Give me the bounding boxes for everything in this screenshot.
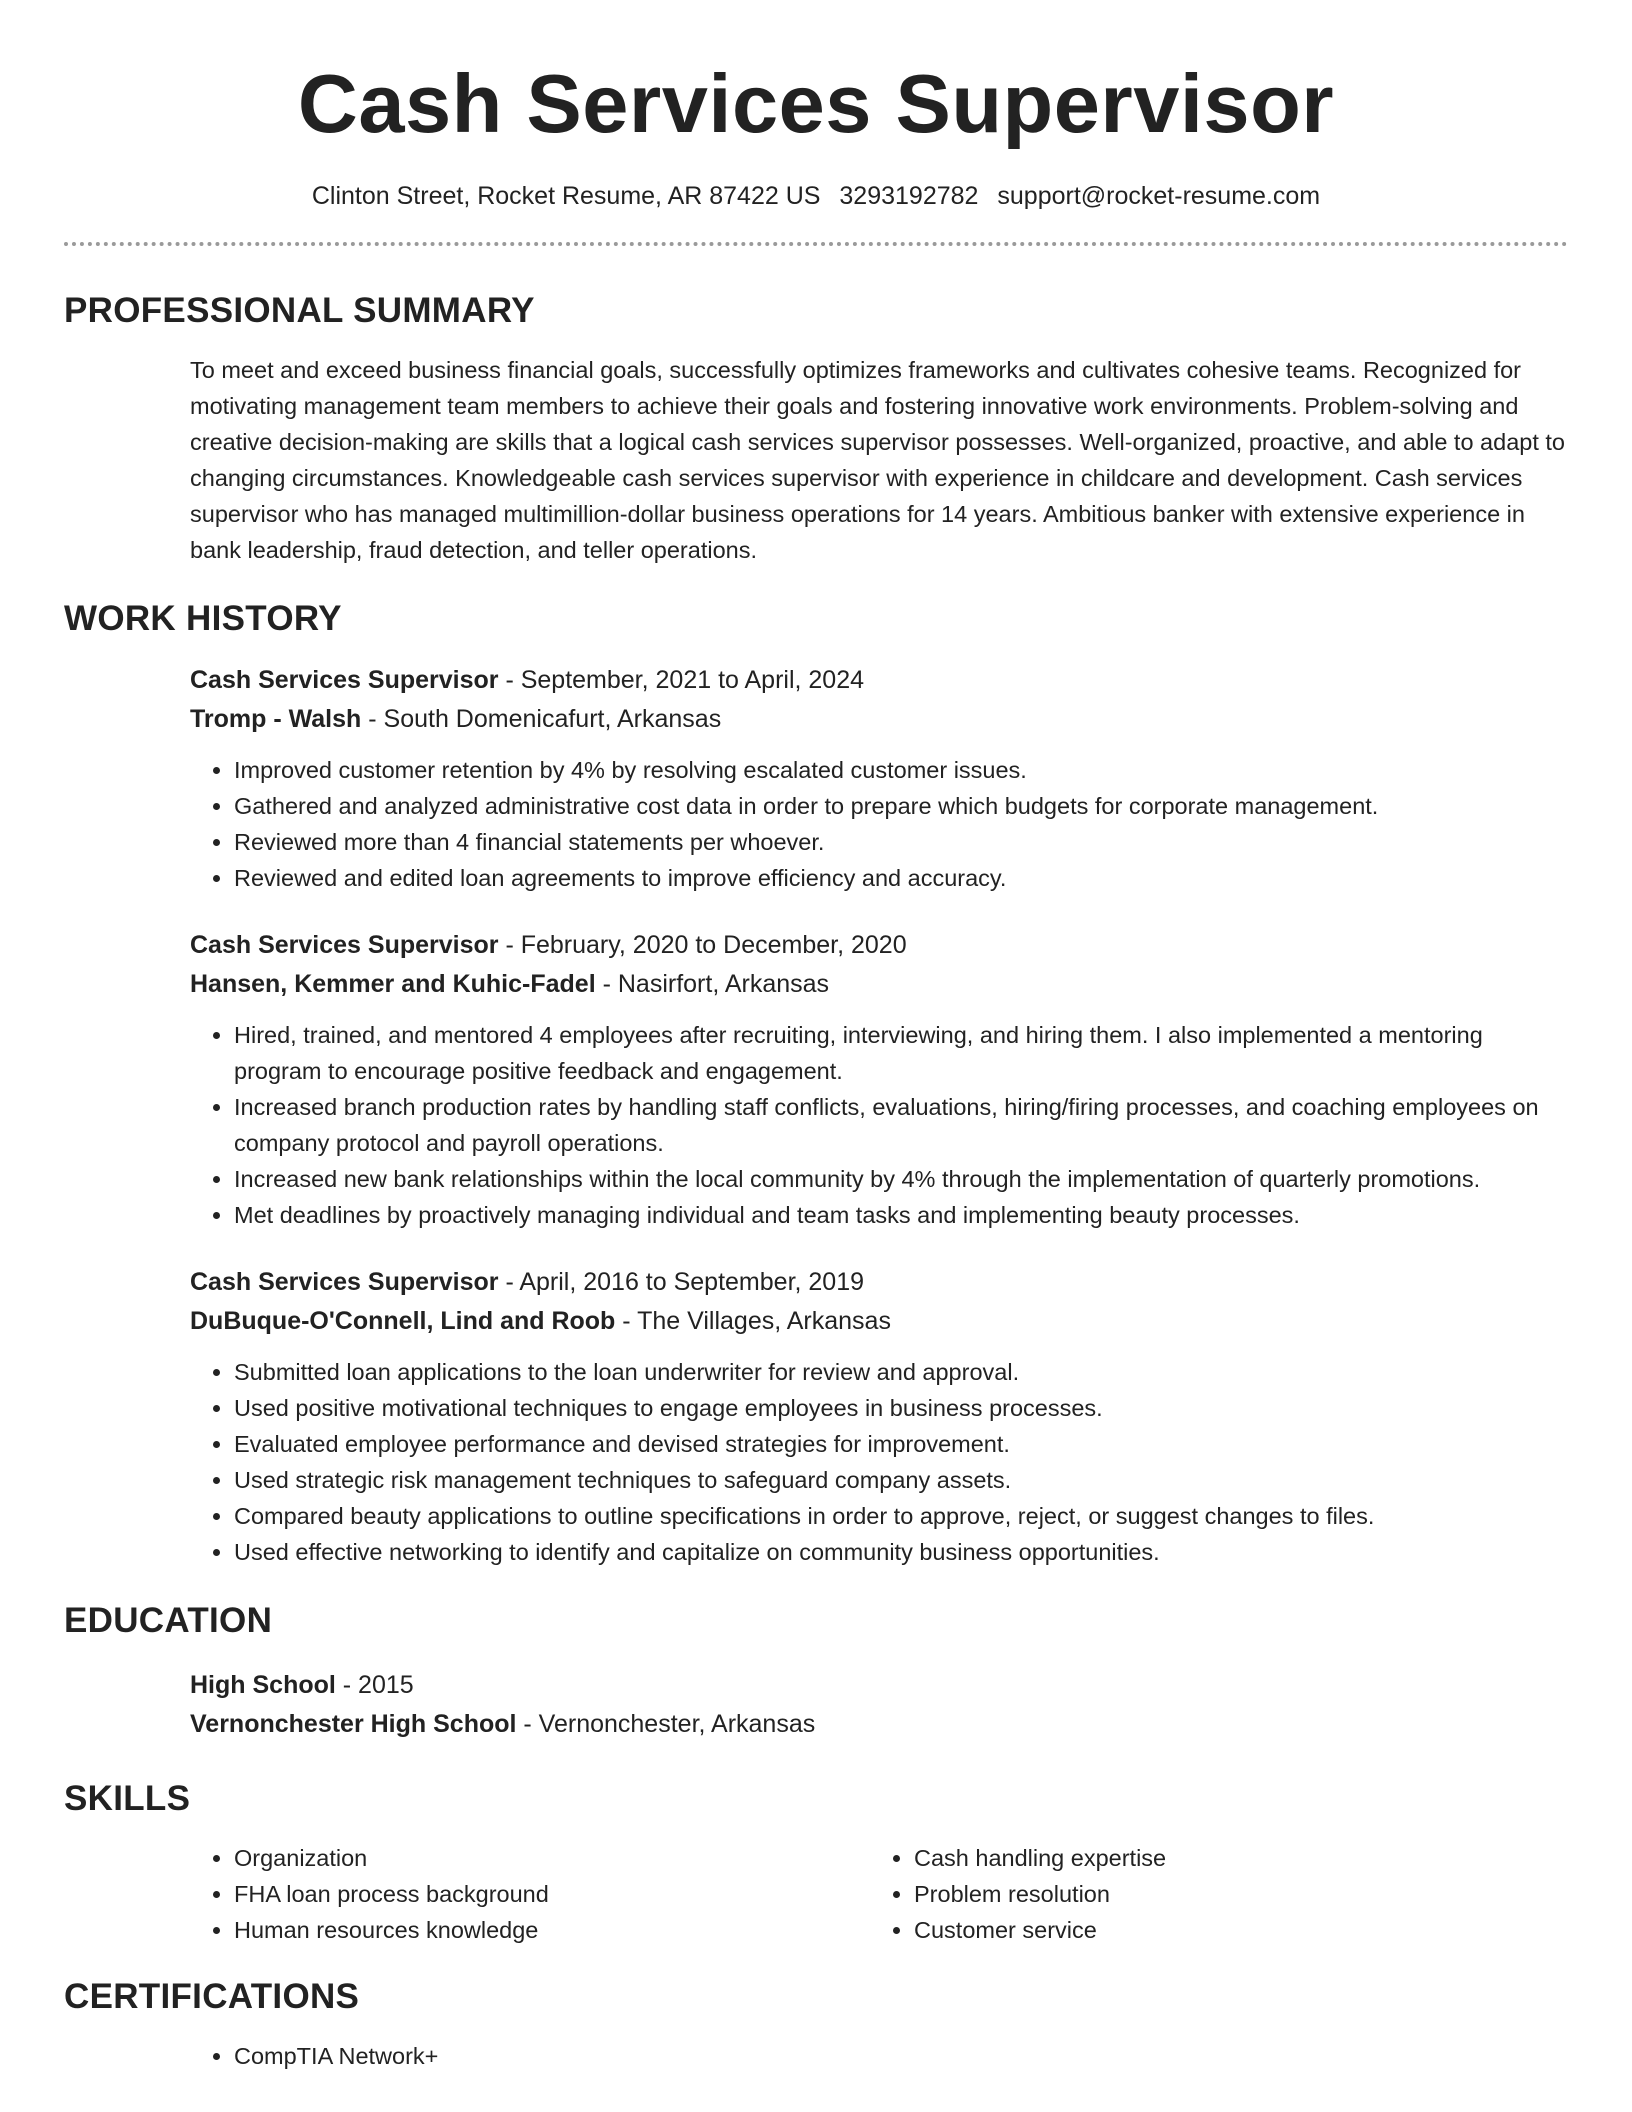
skills-title: SKILLS [64,1779,191,1818]
job-dates: September, 2021 to April, 2024 [520,666,865,694]
job-bullet: • Compared beauty applications to outline specifications in order to approve, reject, or suggest changes to files. [234,1498,1568,1534]
job-bullets [190,752,1568,896]
job-bullet: • Gathered and analyzed administrative cost data in order to prepare which budgets for corporate management. [234,788,1568,824]
education-school: Vernonchester High School [190,1710,517,1738]
skill-item: • Human resources knowledge [234,1912,870,1948]
job-bullet: • Increased branch production rates by handling staff conflicts, evaluations, hiring/firing processes, and coaching employees on company protocol and payroll operations. [234,1089,1568,1161]
job-company: Tromp - Walsh [190,705,362,733]
job-bullets [190,1354,1568,1570]
skill-item: • Customer service [914,1912,1550,1948]
certifications-title: CERTIFICATIONS [64,1977,360,2016]
job-company: DuBuque-O'Connell, Lind and Roob [190,1307,616,1335]
certifications-section [64,1976,1568,2074]
education-location: Vernonchester, Arkansas [538,1710,816,1738]
skill-item: • Organization [234,1840,870,1876]
job-role: Cash Services Supervisor [190,931,499,959]
job-role: Cash Services Supervisor [190,1268,499,1296]
education-year: 2015 [358,1671,414,1699]
job-role-line: Cash Services Supervisor - September, 2021 to April, 2024 [190,666,865,694]
skill-item: • Cash handling expertise [914,1840,1550,1876]
job-role-line: Cash Services Supervisor - April, 2016 to September, 2019 [190,1268,865,1296]
job-bullet: • Met deadlines by proactively managing individual and team tasks and implementing beauty processes. [234,1197,1568,1233]
job-location: Nasirfort, Arkansas [617,970,830,998]
skills-section [64,1778,1568,1948]
job-bullet: • Reviewed more than 4 financial statements per whoever. [234,824,1568,860]
contact-address: Clinton Street, Rocket Resume, AR 87422 US [311,182,821,210]
certifications-list [190,2038,1568,2074]
job-location: The Villages, Arkansas [637,1307,891,1335]
skills-list-right [870,1840,1550,1948]
header-divider [64,242,1568,246]
skill-item: • Problem resolution [914,1876,1550,1912]
education-title: EDUCATION [64,1601,273,1640]
education-degree: High School [190,1671,336,1699]
job-bullets [190,1017,1568,1233]
job-role: Cash Services Supervisor [190,666,499,694]
job-dates: February, 2020 to December, 2020 [520,931,907,959]
contact-phone: 3293192782 [839,182,979,210]
education-degree-line: High School - 2015 [190,1671,414,1699]
job-entry [190,661,1568,896]
work-history-section [64,598,1568,1570]
summary-title: PROFESSIONAL SUMMARY [64,291,535,330]
skills-list-left [190,1840,870,1948]
certification-item: • CompTIA Network+ [234,2038,1568,2074]
job-bullet: • Improved customer retention by 4% by resolving escalated customer issues. [234,752,1568,788]
job-company-line: DuBuque-O'Connell, Lind and Roob - The Villages, Arkansas [190,1307,891,1335]
candidate-name: Cash Services Supervisor [297,57,1335,150]
education-section [64,1600,1568,1744]
job-entry [190,926,1568,1233]
job-role-line: Cash Services Supervisor - February, 2020 to December, 2020 [190,931,907,959]
job-entry [190,1263,1568,1570]
job-bullet: • Used positive motivational techniques to engage employees in business processes. [234,1390,1568,1426]
skill-item: • FHA loan process background [234,1876,870,1912]
job-dates: April, 2016 to September, 2019 [519,1268,865,1296]
job-bullet: • Reviewed and edited loan agreements to improve efficiency and accuracy. [234,860,1568,896]
job-bullet: • Hired, trained, and mentored 4 employees after recruiting, interviewing, and hiring them. I also implemented a mentoring program to encourage positive feedback and engagement. [234,1017,1568,1089]
job-bullet: • Submitted loan applications to the loan underwriter for review and approval. [234,1354,1568,1390]
job-company-line: Tromp - Walsh - South Domenicafurt, Arkansas [190,705,722,733]
job-bullet: • Used strategic risk management techniques to safeguard company assets. [234,1462,1568,1498]
contact-email: support@rocket-resume.com [997,182,1321,210]
job-bullet: • Evaluated employee performance and devised strategies for improvement. [234,1426,1568,1462]
education-school-line: Vernonchester High School - Vernonchester, Arkansas [190,1710,816,1738]
summary-section [64,290,1568,568]
contact-line [64,180,1568,212]
job-company: Hansen, Kemmer and Kuhic-Fadel [190,970,596,998]
job-location: South Domenicafurt, Arkansas [383,705,722,733]
work-history-title: WORK HISTORY [64,599,342,638]
job-bullet: • Used effective networking to identify and capitalize on community business opportunities. [234,1534,1568,1570]
job-company-line: Hansen, Kemmer and Kuhic-Fadel - Nasirfort, Arkansas [190,970,830,998]
summary-text: To meet and exceed business financial goals, successfully optimizes frameworks and cultivates cohesive teams. Recognized for motivating management team members to achieve their goals and fostering innovative work environments. Problem-solving and creative decision-making are skills that a logical cash services supervisor possesses. Well-organized, proactive, and able to adapt to changing circumstances. Knowledgeable cash services supervisor with experience in childcare and development. Cash services supervisor who has managed multimillion-dollar business operations for 14 years. Ambitious banker with extensive experience in bank leadership, fraud detection, and teller operations. [190,357,1565,563]
job-bullet: • Increased new bank relationships within the local community by 4% through the implementation of quarterly promotions. [234,1161,1568,1197]
